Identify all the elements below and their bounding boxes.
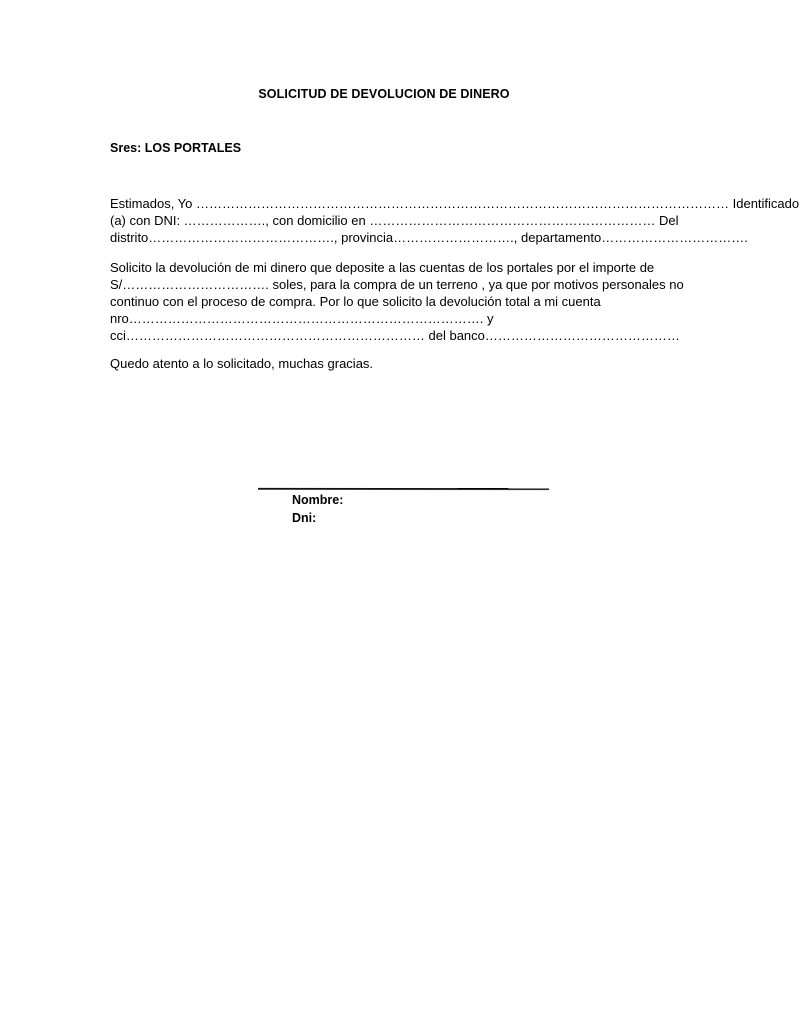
request-line-1: Solicito la devolución de mi dinero que deposite a las cuentas de los portales por el importe de [110,260,655,275]
identification-line-2-end: Del [658,213,679,228]
signature-line [258,488,549,490]
identification-line-2 [110,212,679,229]
salutation: Sres: LOS PORTALES [110,141,242,155]
document-title: SOLICITUD DE DEVOLUCION DE DINERO [258,87,510,101]
closing-text: Quedo atento a lo solicitado, muchas gracias. [110,356,374,371]
request-line-2: S/……………………………. soles, para la compra de un terreno , ya que por motivos personales no [110,277,684,292]
identification-line-1-end: Identificado [732,196,799,211]
request-line-3: continuo con el proceso de compra. Por lo que solicito la devolución total a mi cuenta [110,294,601,309]
identification-line-2-text: (a) con DNI: ………………., con domicilio en ………………………………………………………… [110,213,656,228]
request-line-5: cci…………………………………………………………… del banco……………………………………… [110,328,680,343]
request-line-4: nro………………………………………………………………………. y [110,311,494,326]
signature-dni-label: Dni: [292,511,317,525]
paragraph-identification [110,195,799,246]
signature-name-label: Nombre: [292,493,344,507]
paragraph-request [110,259,684,344]
identification-line-3: distrito……………………………………., provincia………………………., departamento……………………………. [110,230,748,245]
identification-line-1-text: Estimados, Yo …………………………………………………………………………………………………………… [110,196,729,211]
identification-line-1 [110,195,799,212]
